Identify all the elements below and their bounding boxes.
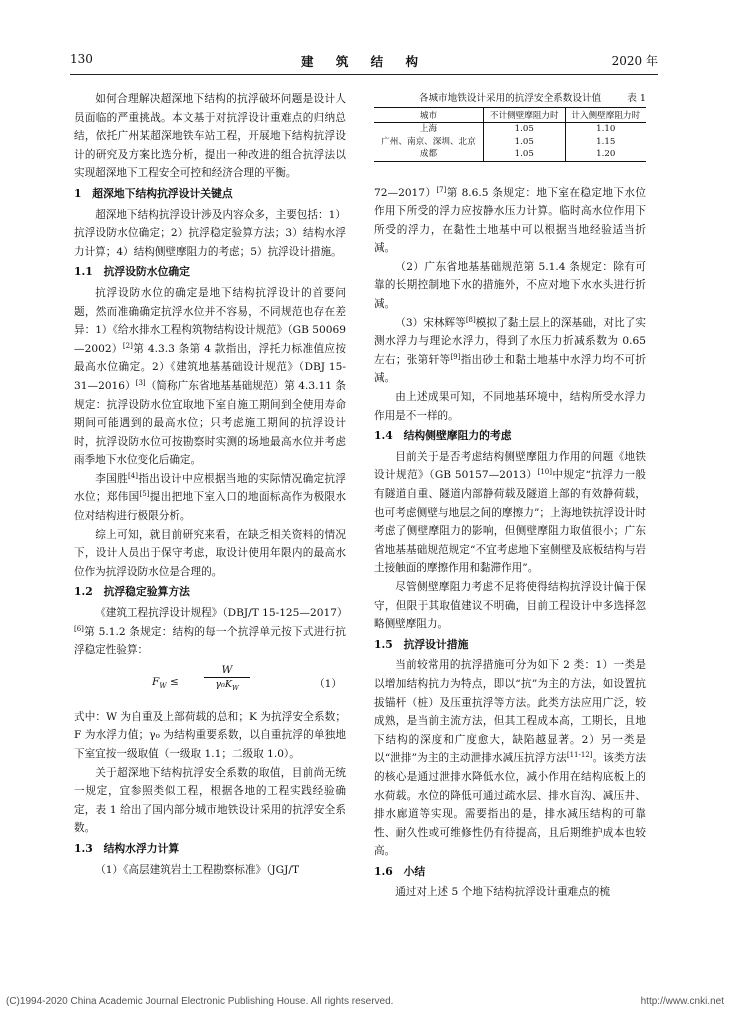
safety-factor-table — [374, 107, 646, 162]
table-cell: 1.05 — [483, 148, 565, 161]
citation-ref: [10] — [537, 468, 552, 477]
equation-1 — [74, 662, 346, 706]
equation-denominator: $\gamma_0K_W$ — [215, 678, 239, 692]
citation-ref: [11-12] — [566, 751, 593, 760]
equation-numerator: W — [204, 664, 250, 678]
table-1 — [374, 90, 646, 162]
section-1-3-paragraph-2: （2）广东省地基基础规范第 5.1.4 条规定：除有可靠的长期控制地下水的措施外，不应对地下水水头进行折减。 — [374, 260, 646, 311]
table-cell: 1.15 — [565, 136, 646, 149]
table-cell: 成都 — [374, 148, 483, 161]
citation-ref: [4] — [128, 471, 138, 480]
publication-year: 2020 年 — [611, 54, 658, 68]
section-1-2-paragraph-1: 《建筑工程抗浮设计规程》（DBJ/T 15-125—2017）[6]第 5.1.2 条规定：结构的每一个抗浮单元按下式进行抗浮稳定性验算： — [74, 607, 348, 657]
section-1-5-paragraph-1: 当前较常用的抗浮措施可分为如下 2 类：1）一类是以增加结构抗力为特点，即以“抗”为主的方法，如设置抗拔锚杆（桩）及压重抗浮等方法。此类方法应用广泛，较成熟，是当前主流方法，但其工程成本高，工期长，且地下结构的深度和广度愈大，缺陷越显著。2）另一类是以“泄排”为主的主动泄排水减压抗浮方法[11-12]。该类方法的核心是通过泄排水降低水位，减小作用在结构底板上的水荷载。水位的降低可通过疏水层、排水盲沟、减压井、排水廊道等实现。需要指出的是，排水减压结构的可靠性、耐久性或可维修性仍有待提高，且后期维护成本也较高。 — [374, 659, 646, 858]
footer-url: http://www.cnki.net — [640, 996, 724, 1007]
section-1-4-paragraph-2: 尽管侧壁摩阻力考虑不足将使得结构抗浮设计偏于保守，但限于其取值建议不明确，目前工程设计中多选择忽略侧壁摩阻力。 — [374, 580, 646, 631]
section-1-6-heading: 1.6 小结 — [374, 864, 426, 878]
table-number: 表 1 — [627, 93, 646, 104]
citation-ref: [2] — [122, 341, 133, 350]
table-cell: 上海 — [419, 124, 438, 134]
table-row — [374, 148, 646, 161]
copyright-notice: (C)1994-2020 China Academic Journal Electronic Publishing House. All rights reserved. — [6, 996, 394, 1007]
citation-ref: [9] — [450, 352, 461, 361]
table-cell: 广州、南京、深圳、北京 — [381, 136, 476, 147]
table-header: 计入侧壁摩阻力时 — [565, 108, 646, 123]
section-1-1-paragraph-1: 抗浮设防水位的确定是地下结构抗浮设计的首要问题，然而准确确定抗浮水位并不容易，不同规范也存在差异：1）《给水排水工程构筑物结构设计规范》（GB 50069—2002）[2]第 4.3.3 条第 4 款指出，浮托力标准值应按最高水位确定。2）《建筑地基基础设计规范》（DBJ 15-31—2016）[3]（简称广东省地基基础规范）第 4.3.11 条规定：抗浮设防水位宜取地下室自施工期间到全使用寿命期间可能遇到的最高水位；只考虑施工期间的抗浮设计时，抗浮设防水位可按勘察时实测的场地最高水位并考虑雨季地下水位变化后确定。 — [74, 286, 346, 467]
section-1-1-heading: 1.1 抗浮设防水位确定 — [74, 265, 190, 279]
journal-name: 建 筑 结 构 — [300, 54, 428, 69]
table-header: 不计侧壁摩阻力时 — [483, 108, 565, 123]
section-1-1-paragraph-3: 综上可知，就目前研究来看，在缺乏相关资料的情况下，设计人员出于保守考虑，取设计使用年限内的最高水位作为抗浮设防水位是合理的。 — [74, 528, 346, 578]
citation-ref: [5] — [139, 490, 150, 499]
page-number: 130 — [70, 52, 93, 66]
section-1-5-heading: 1.5 抗浮设计措施 — [374, 637, 469, 651]
table-cell: 1.10 — [565, 123, 646, 136]
section-1-4-paragraph-1: 目前关于是否考虑结构侧壁摩阻力作用的问题《地铁设计规范》（GB 50157—2013）[10]中规定“抗浮力一般有隧道自重、隧道内部静荷载及隧道上部的有效静荷载，也可考虑侧壁与地层之间的摩擦力”；上海地铁抗浮设计时考虑了侧壁摩阻力的影响，但侧壁摩阻力取值很小；广东省地基基础规范规定“不宜考虑地下室侧壁及底板结构与岩土接触面的摩擦作用和黏滞作用”。 — [374, 450, 646, 575]
equation-number: （1） — [314, 677, 342, 690]
section-1-1-paragraph-2: 李国胜[4]指出设计中应根据当地的实际情况确定抗浮水位；郑伟国[5]提出把地下室入口的地面标高作为极限水位对结构进行极限分析。 — [74, 471, 347, 523]
section-1-heading: 1 超深地下结构抗浮设计关键点 — [74, 186, 233, 200]
page-header — [70, 52, 658, 72]
table-row — [374, 136, 646, 149]
table-header: 城市 — [374, 108, 483, 123]
section-1-3-paragraph-4: 由上述成果可知，不同地基环境中，结构所受水浮力作用是不一样的。 — [374, 391, 646, 422]
section-1-6-paragraph-1: 通过对上述 5 个地下结构抗浮设计重难点的梳 — [395, 886, 610, 899]
intro-paragraph: 如何合理解决超深地下结构的抗浮破坏问题是设计人员面临的严重挑战。本文基于对抗浮设计重难点的归纳总结，依托广州某超深地铁车站工程，开展地下结构抗浮设计的研究及方案比选分析，提出一种改进的组合抗浮法以实现超深地下工程安全可控和经济合理的平衡。 — [74, 93, 346, 180]
citation-ref: [8] — [465, 315, 476, 324]
section-1-3-paragraph-3: （3）宋林辉等[8]模拟了黏土层上的深基础，对比了实测水浮力与理论水浮力，得到了水压力折减系数为 0.65 左右；张第轩等[9]指出砂土和黏土地基中水浮力均不可折减。 — [374, 315, 647, 385]
section-1-4-heading: 1.4 结构侧壁摩阻力的考虑 — [374, 429, 512, 443]
right-column — [374, 90, 646, 902]
citation-ref: [3] — [135, 378, 146, 387]
left-column — [74, 90, 346, 879]
citation-ref: [7] — [436, 185, 447, 194]
table-caption: 各城市地铁设计采用的抗浮安全系数设计值 表 1 — [374, 90, 646, 104]
section-1-3-paragraph-1-cont: 72—2017）[7]第 8.6.5 条规定：地下室在稳定地下水位作用下所受的浮力应按静水压力计算。临时高水位作用下所受的浮力，在黏性土地基中可以根据当地经验适当折减。 — [374, 185, 646, 255]
section-1-2-heading: 1.2 抗浮稳定验算方法 — [74, 585, 190, 599]
section-1-paragraph: 超深地下结构抗浮设计涉及内容众多，主要包括：1）抗浮设防水位确定；2）抗浮稳定验算方法；3）结构水浮力计算；4）结构侧壁摩阻力的考虑；5）抗浮设计措施。 — [74, 208, 346, 258]
section-1-3-paragraph-1: （1）《高层建筑岩土工程勘察标准》（JGJ/T — [95, 863, 300, 876]
header-rule — [70, 74, 658, 75]
table-row — [374, 123, 646, 136]
equation-lhs: $F_W$ ≤ — [152, 675, 179, 690]
section-1-2-paragraph-2: 式中：W 为自重及上部荷载的总和；K 为抗浮安全系数；F 为水浮力值；γ₀ 为结构重要系数，以自重抗浮的单独地下室宜按一级取值（一级取 1.1；二级取 1.0）。 — [74, 710, 346, 760]
table-cell: 1.20 — [565, 148, 646, 161]
table-cell: 1.05 — [483, 123, 565, 136]
section-1-2-paragraph-3: 关于超深地下结构抗浮安全系数的取值，目前尚无统一规定，宜参照类似工程，根据各地的工程实践经验确定，表 1 给出了国内部分城市地铁设计采用的抗浮安全系数。 — [74, 766, 346, 835]
table-cell: 1.05 — [483, 136, 565, 149]
citation-ref: [6] — [74, 624, 84, 633]
equation-fraction — [204, 664, 250, 692]
section-1-3-heading: 1.3 结构水浮力计算 — [74, 841, 180, 855]
